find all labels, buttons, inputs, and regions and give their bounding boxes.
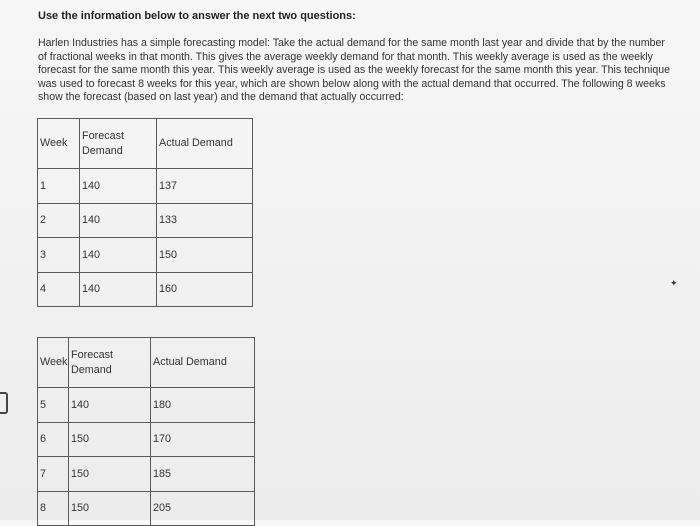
table-header-row — [38, 119, 253, 169]
actual-cell: 137 — [157, 169, 253, 204]
forecast-cell: 150 — [69, 457, 151, 492]
question-heading: Use the information below to answer the next two questions: — [38, 10, 356, 22]
table-row — [38, 203, 253, 238]
forecast-cell: 140 — [80, 203, 157, 238]
table-row — [38, 491, 255, 526]
week-cell: 4 — [38, 272, 80, 307]
forecast-cell: 140 — [69, 388, 151, 423]
actual-cell: 185 — [151, 457, 255, 492]
forecast-header-line2: Demand — [71, 363, 112, 376]
forecast-cell: 140 — [80, 238, 157, 273]
table-row — [38, 388, 255, 423]
week-cell: 3 — [38, 238, 80, 273]
actual-cell: 170 — [151, 422, 255, 457]
forecast-cell: 150 — [69, 491, 151, 526]
table-row — [38, 457, 255, 492]
week-header: Week — [38, 338, 69, 388]
forecast-header-line2: Demand — [82, 144, 123, 157]
forecast-cell: 140 — [80, 169, 157, 204]
week-header: Week — [38, 119, 80, 169]
table-row — [38, 422, 255, 457]
actual-demand-header: Actual Demand — [151, 338, 255, 388]
actual-cell: 180 — [151, 388, 255, 423]
week-cell: 2 — [38, 203, 80, 238]
week-cell: 6 — [38, 422, 69, 457]
cursor-arrow-icon: ✦ — [670, 278, 678, 288]
question-paragraph: Harlen Industries has a simple forecasting model: Take the actual demand for the same month last year and divide that by the number of fractional weeks in that month. This gives the average weekly demand for that month. This weekly average is used as the weekly forecast for the same month this year. This weekly average is used as the weekly forecast for the same month this year. This technique was used to forecast 8 weeks for this year, which are shown below along with the actual demand that occurred. The following 8 weeks show the forecast (based on last year) and the demand that actually occurred: — [38, 37, 671, 104]
forecast-demand-header — [80, 119, 157, 169]
actual-demand-header: Actual Demand — [157, 119, 253, 169]
forecast-cell: 140 — [80, 272, 157, 307]
forecast-header-line1: Forecast — [82, 129, 125, 142]
week-cell: 8 — [38, 491, 69, 526]
window-edge-bracket — [0, 392, 8, 414]
actual-cell: 150 — [157, 238, 253, 273]
actual-cell: 160 — [157, 272, 253, 307]
table-row — [38, 238, 253, 273]
week-cell: 7 — [38, 457, 69, 492]
actual-cell: 205 — [151, 491, 255, 526]
actual-cell: 133 — [157, 203, 253, 238]
week-cell: 1 — [38, 169, 80, 204]
table-header-row — [38, 338, 255, 388]
forecast-table-weeks-5-8 — [37, 337, 255, 526]
table-row — [38, 169, 253, 204]
forecast-cell: 150 — [69, 422, 151, 457]
week-cell: 5 — [38, 388, 69, 423]
forecast-header-line1: Forecast — [71, 348, 114, 361]
forecast-demand-header — [69, 338, 151, 388]
forecast-table-weeks-1-4 — [37, 118, 253, 307]
table-row — [38, 272, 253, 307]
